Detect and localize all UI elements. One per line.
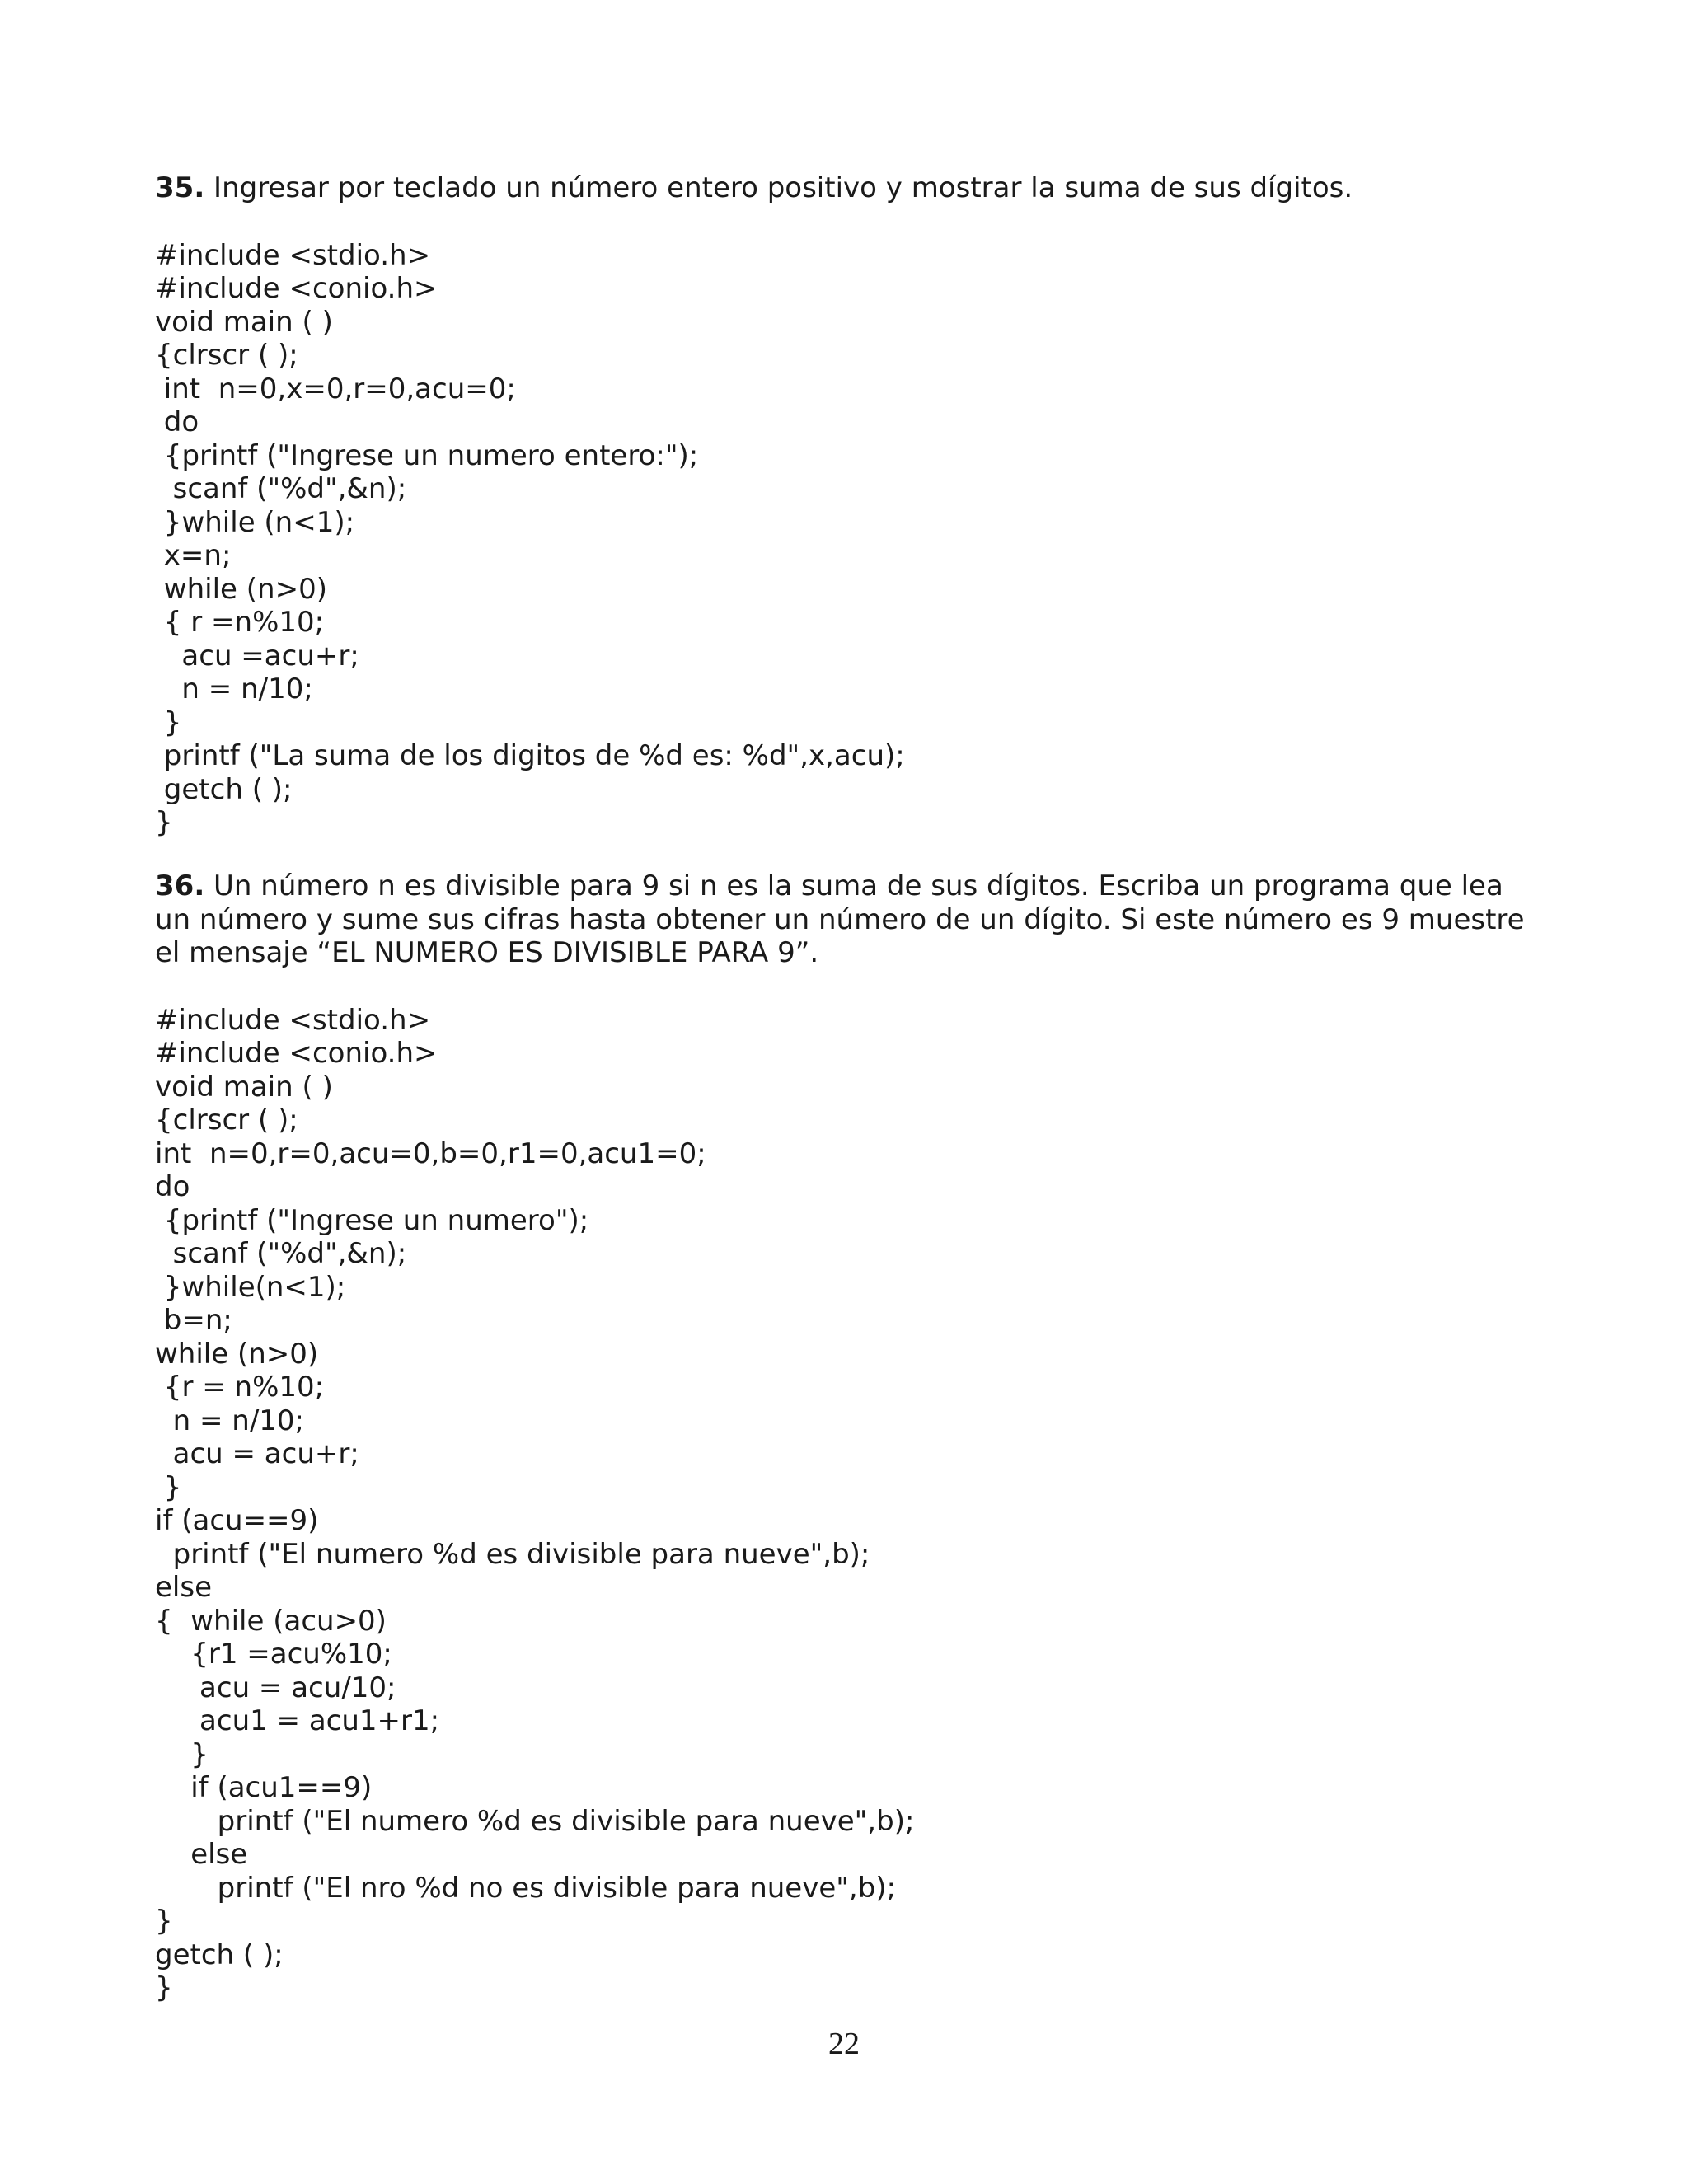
code-block [155,1004,1540,2005]
exercise-statement [155,171,1540,205]
code-line: } [155,806,173,839]
code-line: }while(n<1); [155,1270,346,1304]
exercise-number: 35. [155,171,205,204]
code-line: {printf ("Ingrese un numero entero:"); [155,438,699,472]
code-line: do [155,1170,190,1203]
code-line: { r =n%10; [155,606,325,639]
exercise-statement-text: Un número n es divisible para 9 si n es la suma de sus dígitos. Escriba un programa que lea un número y sume sus cifras hasta obtener un número de un dígito. Si este número es 9 muestre el mensaje “EL NUMERO ES DIVISIBLE PARA 9”. [155,869,1525,969]
code-line: acu = acu+r; [155,1437,359,1470]
code-line: {clrscr ( ); [155,1104,298,1137]
code-line: if (acu==9) [155,1504,319,1537]
code-line: #include <conio.h> [155,272,438,305]
code-line: } [155,1737,209,1771]
code-line: {clrscr ( ); [155,339,298,372]
code-line: acu1 = acu1+r1; [155,1704,440,1737]
code-line: n = n/10; [155,1404,304,1437]
code-line: int n=0,r=0,acu=0,b=0,r1=0,acu1=0; [155,1137,706,1170]
code-line: else [155,1838,248,1871]
exercise-statement-text: Ingresar por teclado un número entero positivo y mostrar la suma de sus dígitos. [204,171,1353,204]
code-line: n = n/10; [155,673,313,705]
exercise-36 [155,869,1540,2005]
code-line: void main ( ) [155,305,333,339]
code-line: }while (n<1); [155,505,355,539]
code-line: void main ( ) [155,1070,333,1104]
code-line: } [155,705,182,739]
code-line: printf ("La suma de los digitos de %d es: %d",x,acu); [155,739,905,772]
code-line: } [155,1470,182,1504]
code-line: while (n>0) [155,1337,319,1371]
code-line: getch ( ); [155,1938,284,1971]
code-line: b=n; [155,1304,232,1337]
code-line: {printf ("Ingrese un numero"); [155,1203,589,1237]
exercise-35 [155,171,1540,840]
code-line: scanf ("%d",&n); [155,472,407,505]
page-number: 22 [828,2027,860,2061]
code-line: #include <stdio.h> [155,1003,431,1037]
exercise-statement [155,869,1540,970]
code-line: { while (acu>0) [155,1604,387,1638]
code-line: } [155,1905,173,1938]
code-line: printf ("El nro %d no es divisible para nueve",b); [155,1871,896,1905]
code-line: printf ("El numero %d es divisible para nueve",b); [155,1804,915,1838]
code-line: if (acu1==9) [155,1771,373,1804]
code-line: do [155,405,199,438]
code-line: getch ( ); [155,772,293,806]
code-line: scanf ("%d",&n); [155,1237,407,1270]
exercise-number: 36. [155,869,205,902]
code-line: acu = acu/10; [155,1671,396,1704]
code-line: {r1 =acu%10; [155,1638,392,1671]
code-line: printf ("El numero %d es divisible para nueve",b); [155,1537,870,1571]
code-line: #include <stdio.h> [155,238,431,272]
code-line: {r = n%10; [155,1371,325,1404]
code-block [155,239,1540,840]
code-line: acu =acu+r; [155,639,359,673]
code-line: x=n; [155,539,232,572]
code-line: else [155,1571,212,1604]
code-line: while (n>0) [155,572,327,606]
code-line: int n=0,x=0,r=0,acu=0; [155,372,516,405]
code-line: #include <conio.h> [155,1037,438,1070]
code-line: } [155,1971,173,2004]
